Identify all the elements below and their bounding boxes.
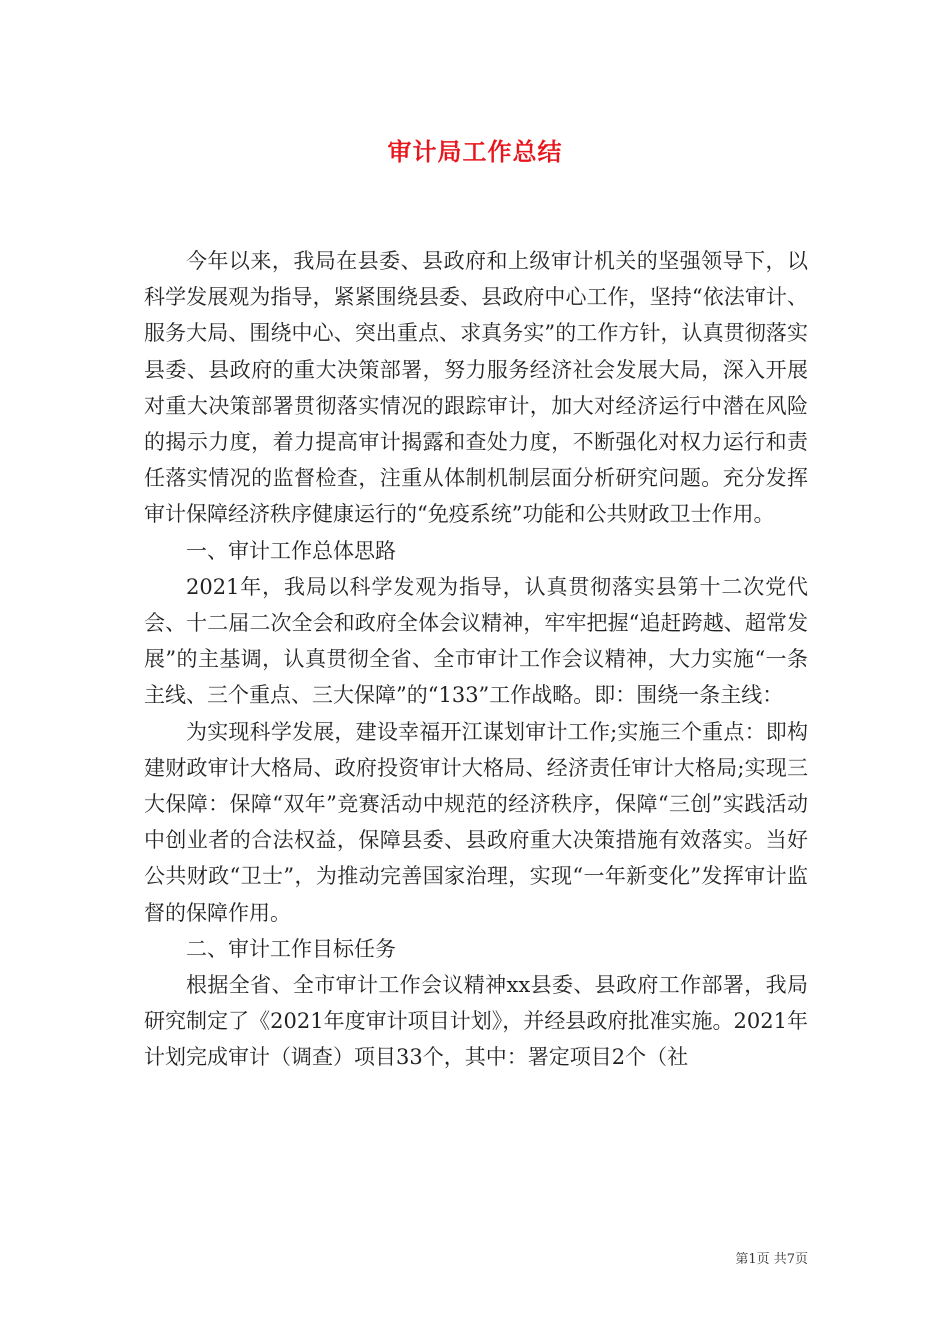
document-title: 审计局工作总结	[387, 138, 563, 166]
page-number: 第1页 共7页	[735, 1252, 808, 1267]
paragraph-3: 为实现科学发展，建设幸福开江谋划审计工作;实施三个重点：即构建财政审计大格局、政府投资审计大格局、经济责任审计大格局;实现三大保障：保障“双年”竞赛活动中规范的经济秩序，保障“三创”实践活动中创业者的合法权益，保障县委、县政府重大决策措施有效落实。当好公共财政“卫士”，为推动完善国家治理，实现“一年新变化”发挥审计监督的保障作用。	[144, 719, 808, 925]
paragraph-5: 根据全省、全市审计工作会议精神xx县委、县政府工作部署，我局研究制定了《2021年度审计项目计划》，并经县政府批准实施。2021年计划完成审计（调查）项目33个，其中：署定项目2个（社	[144, 973, 808, 1070]
paragraph-2: 2021年，我局以科学发观为指导，认真贯彻落实县第十二次党代会、十二届二次全会和政府全体会议精神，牢牢把握“追赶跨越、超常发展”的主基调，认真贯彻全省、全市审计工作会议精神，大力实施“一条主线、三个重点、三大保障”的“133”工作战略。即：围绕一条主线：	[144, 574, 808, 708]
document-body	[144, 243, 808, 1076]
section-heading-2: 二、审计工作目标任务	[186, 936, 396, 961]
section-heading-1: 一、审计工作总体思路	[186, 538, 396, 563]
intro-paragraph: 今年以来，我局在县委、县政府和上级审计机关的坚强领导下，以科学发展观为指导，紧紧围绕县委、县政府中心工作，坚持“依法审计、服务大局、围绕中心、突出重点、求真务实”的工作方针，认真贯彻落实县委、县政府的重大决策部署，努力服务经济社会发展大局，深入开展对重大决策部署贯彻落实情况的跟踪审计，加大对经济运行中潜在风险的揭示力度，着力提高审计揭露和查处力度，不断强化对权力运行和责任落实情况的监督检查，注重从体制机制层面分析研究问题。充分发挥审计保障经济秩序健康运行的“免疫系统”功能和公共财政卫士作用。	[144, 249, 808, 527]
